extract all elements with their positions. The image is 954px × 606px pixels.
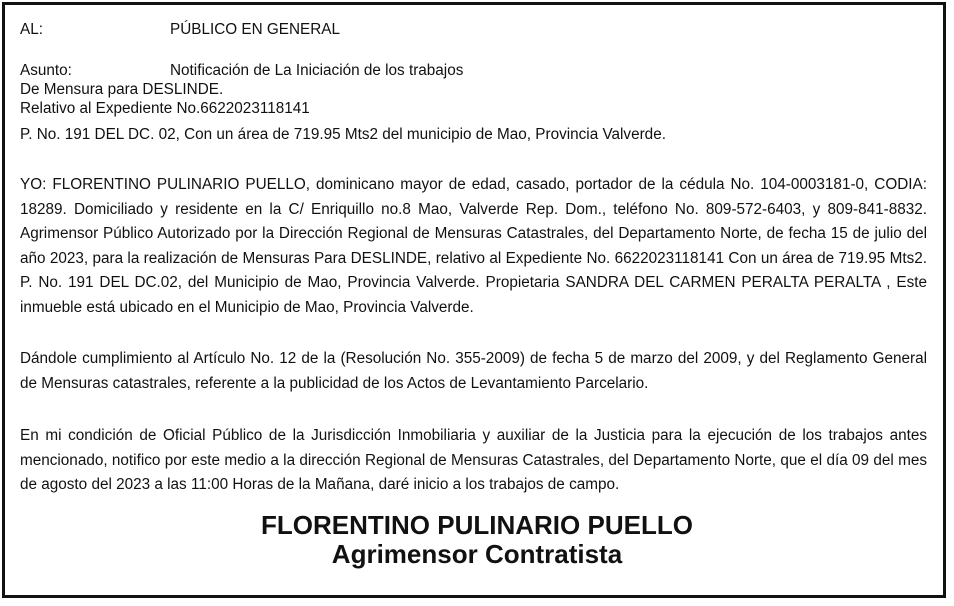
signature-title: Agrimensor Contratista xyxy=(331,539,623,569)
subject-line-2: De Mensura para DESLINDE. xyxy=(20,81,224,98)
paragraph-notification: En mi condición de Oficial Público de la Jurisdicción Inmobiliaria y auxiliar de la Justicia para la ejecución de los trabajos antes mencionado, notifico por este medio a la dirección Regional de Mensuras Catastrales, del Departamento Norte, que el día 09 del mes de agosto del 2023 a las 11:00 Horas de la Mañana, daré inicio a los trabajos de campo. xyxy=(20,427,927,494)
subject-label: Asunto: xyxy=(20,62,72,79)
to-label: AL: xyxy=(20,21,43,38)
subject-value: Notificación de La Iniciación de los trabajos xyxy=(170,62,464,79)
subject-line xyxy=(20,61,463,81)
to-value: PÚBLICO EN GENERAL xyxy=(170,21,341,38)
to-line xyxy=(20,20,340,40)
signature-name: FLORENTINO PULINARIO PUELLO xyxy=(261,510,693,540)
subject-line-3: Relativo al Expediente No.6622023118141 xyxy=(20,100,310,117)
paragraph-declaration: YO: FLORENTINO PULINARIO PUELLO, dominicano mayor de edad, casado, portador de la cédula No. 104-0003181-0, CODIA: 18289. Domiciliado y residente en la C/ Enriquillo no.8 Mao, Valverde Rep. Dom., teléfono No. 809-572-6403, y 809-841-8832. Agrimensor Público Autorizado por la Dirección Regional de Mensuras Catastrales, del Departamento Norte, de fecha 15 de julio del año 2023, para la realización de Mensuras Para DESLINDE, relativo al Expediente No. 6622023118141 Con un área de 719.95 Mts2. P. No. 191 DEL DC.02, del Municipio de Mao, Provincia Valverde. Propietaria SANDRA DEL CARMEN PERALTA PERALTA , Este inmueble está ubicado en el Municipio de Mao, Provincia Valverde. xyxy=(20,176,927,316)
paragraph-legal-basis: Dándole cumplimiento al Artículo No. 12 de la (Resolución No. 355-2009) de fecha 5 de marzo del 2009, y del Reglamento General de Mensuras catastrales, referente a la publicidad de los Actos de Levantamiento Parcelario. xyxy=(20,350,927,392)
subject-line-4: P. No. 191 DEL DC. 02, Con un área de 719.95 Mts2 del municipio de Mao, Provincia Valverde. xyxy=(20,126,666,143)
